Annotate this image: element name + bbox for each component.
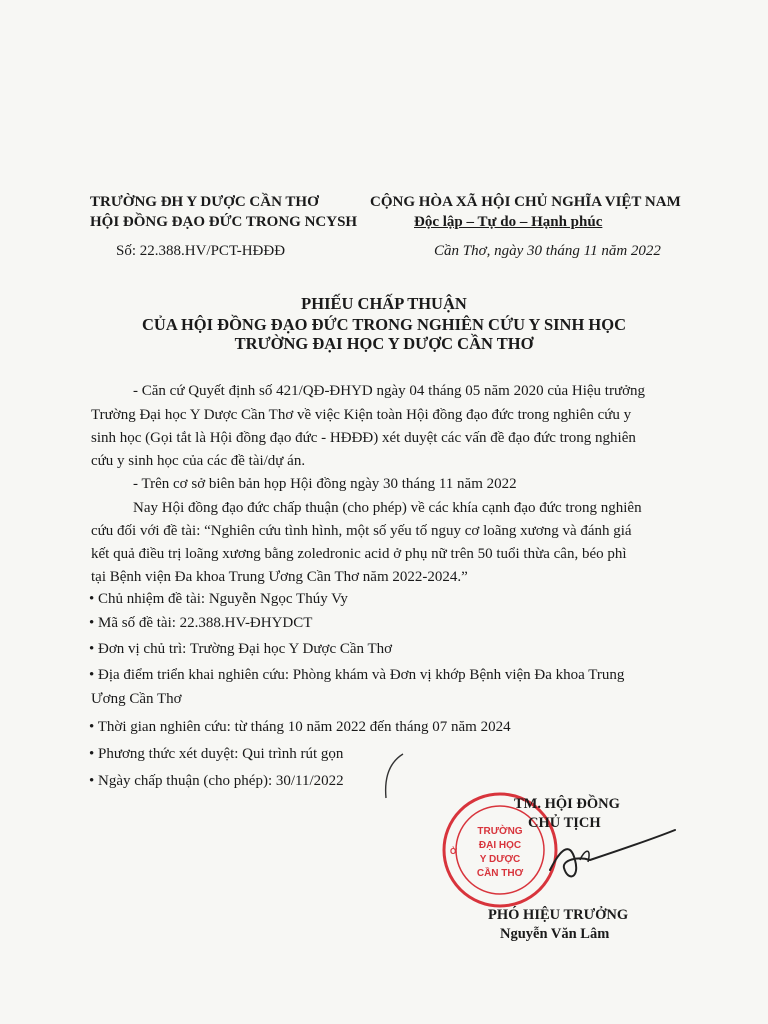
header-left-line1: TRƯỜNG ĐH Y DƯỢC CẦN THƠ xyxy=(90,194,319,210)
signature-name: Nguyễn Văn Lâm xyxy=(500,926,610,942)
handwritten-signature xyxy=(480,790,680,910)
header-right-line2: Độc lập – Tự do – Hạnh phúc xyxy=(414,214,603,230)
signature-line3: PHÓ HIỆU TRƯỞNG xyxy=(488,907,629,923)
item-approval-date: • Ngày chấp thuận (cho phép): 30/11/2022 xyxy=(89,773,344,789)
para1-line1: - Căn cứ Quyết định số 421/QĐ-ĐHYD ngày 04 tháng 05 năm 2020 của Hiệu trưởng xyxy=(133,383,646,399)
para3-line4: tại Bệnh viện Đa khoa Trung Ương Cần Thơ năm 2022-2024.” xyxy=(91,569,468,585)
svg-text:Y DƯỢC: Y DƯỢC xyxy=(479,854,521,865)
pen-mark xyxy=(378,752,408,802)
svg-text:CẦN THƠ: CẦN THƠ xyxy=(476,868,524,879)
para1-line4: cứu y sinh học của các đề tài/dự án. xyxy=(91,453,306,469)
para3-line2: cứu đối với đề tài: “Nghiên cứu tình hình, một số yếu tố nguy cơ loãng xương và đánh giá xyxy=(91,523,632,539)
svg-text:ĐẠI HỌC: ĐẠI HỌC xyxy=(478,840,522,851)
header-left-line2: HỘI ĐỒNG ĐẠO ĐỨC TRONG NCYSH xyxy=(90,214,358,230)
item-project-code: • Mã số đề tài: 22.388.HV-ĐHYDCT xyxy=(89,615,313,631)
signature-line2: CHỦ TỊCH xyxy=(528,815,601,831)
svg-text:TRƯỜNG: TRƯỜNG xyxy=(477,826,523,837)
svg-text:Ở: Ở xyxy=(450,847,457,856)
para1-line2: Trường Đại học Y Dược Cần Thơ về việc Kiện toàn Hội đồng đạo đức trong nghiên cứu y xyxy=(91,407,632,423)
document-date: Cần Thơ, ngày 30 tháng 11 năm 2022 xyxy=(434,243,661,259)
para3-line3: kết quả điều trị loãng xương bằng zoledronic acid ở phụ nữ trên 50 tuổi thừa cân, béo phì xyxy=(91,546,627,562)
para2: - Trên cơ sở biên bản họp Hội đồng ngày 30 tháng 11 năm 2022 xyxy=(133,476,517,492)
title-line1: PHIẾU CHẤP THUẬN xyxy=(301,294,467,313)
document-number: Số: 22.388.HV/PCT-HĐĐĐ xyxy=(116,243,286,259)
item-location-line1: • Địa điểm triển khai nghiên cứu: Phòng khám và Đơn vị khớp Bệnh viện Đa khoa Trung xyxy=(89,667,625,683)
para3-line1: Nay Hội đồng đạo đức chấp thuận (cho phép) về các khía cạnh đạo đức trong nghiên xyxy=(133,500,642,516)
title-line2: CỦA HỘI ĐỒNG ĐẠO ĐỨC TRONG NGHIÊN CỨU Y SINH HỌC xyxy=(141,315,627,334)
item-host-unit: • Đơn vị chủ trì: Trường Đại học Y Dược Cần Thơ xyxy=(89,641,393,657)
signature-line1: TM. HỘI ĐỒNG xyxy=(514,796,620,812)
para1-line3: sinh học (Gọi tắt là Hội đồng đạo đức - HĐĐĐ) xét duyệt các vấn đề đạo đức trong nghiên xyxy=(91,430,636,446)
item-location-line2: Ương Cần Thơ xyxy=(91,691,182,707)
item-project-lead: • Chủ nhiệm đề tài: Nguyễn Ngọc Thúy Vy xyxy=(89,591,348,607)
header-right-line1: CỘNG HÒA XÃ HỘI CHỦ NGHĨA VIỆT NAM xyxy=(370,194,681,210)
title-line3: TRƯỜNG ĐẠI HỌC Y DƯỢC CẦN THƠ xyxy=(234,334,534,353)
item-review-method: • Phương thức xét duyệt: Qui trình rút gọn xyxy=(89,746,344,762)
item-duration: • Thời gian nghiên cứu: từ tháng 10 năm 2022 đến tháng 07 năm 2024 xyxy=(89,719,511,735)
